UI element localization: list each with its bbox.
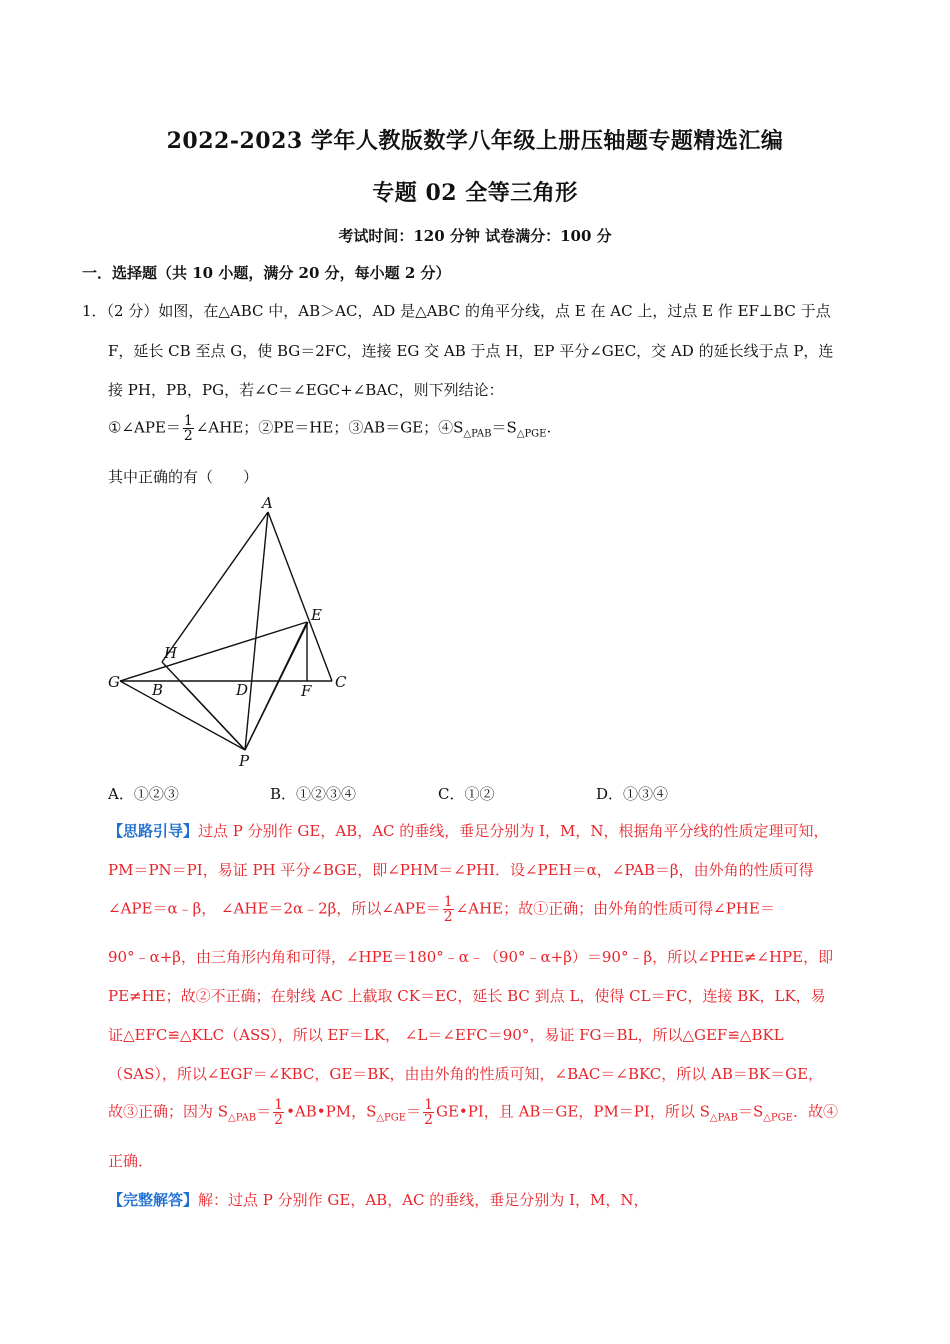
exam-meta: 考试时间：120 分钟 试卷满分：100 分 [338, 227, 612, 245]
question-stem-line-2: F，延长 CB 至点 G，使 BG＝2FC，连接 EG 交 AB 于点 H，EP 平分∠GEC，交 AD 的延长线于点 P，连 [108, 342, 834, 360]
geometry-figure [100, 492, 370, 772]
segment-ac [268, 512, 332, 681]
solution-line [108, 1189, 868, 1210]
question-conclusions [108, 414, 868, 443]
option-a[interactable] [108, 783, 179, 804]
hint-line-7: （SAS），所以∠EGF＝∠KBC，GE＝BK，由由外角的性质可知，∠BAC＝∠BKC，所以 AB＝BK＝GE， [108, 1065, 824, 1083]
fraction-denominator: 2 [274, 1112, 284, 1128]
hint-text: 故③正确；因为 S [108, 1102, 229, 1121]
option-label: C． [438, 785, 465, 803]
segment-ap [245, 512, 268, 750]
hint-text: •AB•PM，S [286, 1102, 377, 1121]
fraction-numerator: 1 [274, 1097, 284, 1113]
segment-ge [120, 622, 307, 681]
segment-ep-2 [245, 622, 308, 750]
point-label-d: D [236, 681, 249, 699]
hint-line-2: PM＝PN＝PI，易证 PH 平分∠BGE，即∠PHM＝∠PHI．设∠PEH＝α，∠PAB＝β，由外角的性质可得 [108, 861, 814, 879]
fraction-numerator: 1 [183, 413, 193, 429]
solution-text: 解：过点 P 分别作 GE，AB，AC 的垂线，垂足分别为 I，M，N， [198, 1191, 649, 1209]
section-heading: 一．选择题（共 10 小题，满分 20 分，每小题 2 分） [82, 264, 451, 282]
hint-text: ＝ [406, 1102, 422, 1121]
hint-line-9: 正确． [108, 1152, 154, 1170]
fraction-numerator: 1 [424, 1097, 433, 1113]
hint-line-5: PE≠HE；故②不正确；在射线 AC 上截取 CK＝EC，延长 BC 到点 L，使得 CL＝FC，连接 BK，LK，易 [108, 987, 826, 1005]
fraction-half [423, 1098, 434, 1127]
hint-line-4: 90°﹣α+β，由三角形内角和可得，∠HPE＝180°﹣α﹣（90°﹣α+β）＝90°﹣β，所以∠PHE≠∠HPE，即 [108, 948, 834, 966]
segment-gp [120, 681, 245, 750]
option-text: ①②③④ [296, 785, 357, 803]
conclusion-part: . [546, 418, 552, 437]
point-label-c: C [335, 673, 347, 691]
option-c[interactable] [438, 783, 495, 804]
point-label-a: A [262, 494, 273, 512]
solution-label: 【完整解答】 [108, 1191, 199, 1209]
option-text: ①② [464, 785, 495, 803]
fraction-denominator: 2 [424, 1112, 433, 1128]
hint-text: 过点 P 分别作 GE，AB，AC 的垂线，垂足分别为 I，M，N，根据角平分线的性质定理可知， [198, 822, 829, 840]
conclusion-part: ①∠APE＝ [108, 418, 181, 437]
option-label: A． [108, 785, 134, 803]
question-stem-line-1 [82, 300, 842, 321]
conclusion-part: ＝S [491, 418, 517, 437]
document-subtitle: 专题 02 全等三角形 [372, 180, 578, 206]
option-text: ①③④ [623, 785, 669, 803]
fraction-denominator: 2 [183, 428, 193, 444]
fraction-denominator: 2 [443, 909, 453, 925]
subscript: △PGE [376, 1112, 407, 1124]
question-prompt: 其中正确的有（ ） [108, 468, 259, 486]
question-number: 1． [82, 302, 107, 320]
conclusion-part: ∠AHE；②PE＝HE；③AB＝GE；④S [195, 418, 464, 437]
point-label-b: B [152, 681, 164, 699]
hint-text: GE•PI，且 AB＝GE，PM＝PI，所以 S [436, 1102, 710, 1121]
subscript: △PGE [516, 428, 547, 440]
point-label-f: F [301, 682, 312, 700]
hint-text: ＝ [256, 1102, 272, 1121]
hint-line-1 [108, 820, 868, 841]
option-label: D． [596, 785, 624, 803]
option-text: ①②③ [133, 785, 179, 803]
fraction-half [443, 895, 454, 924]
subscript: △PAB [228, 1112, 257, 1124]
hint-label: 【思路引导】 [108, 822, 199, 840]
hint-line-6: 证△EFC≌△KLC（ASS），所以 EF＝LK， ∠L＝∠EFC＝90°，易证 FG＝BL，所以△GEF≌△BKL [108, 1026, 784, 1044]
option-b[interactable] [270, 783, 356, 804]
hint-text: ∠AHE；故①正确；由外角的性质可得∠PHE＝ [455, 899, 775, 918]
option-d[interactable] [596, 783, 668, 804]
subscript: △PGE [763, 1112, 793, 1124]
fraction-half [273, 1098, 284, 1127]
hint-text: ．故④ [792, 1102, 838, 1121]
fraction-numerator: 1 [443, 894, 453, 910]
hint-text: ∠APE＝α﹣β， ∠AHE＝2α﹣2β，所以∠APE＝ [108, 899, 441, 918]
point-label-h: H [164, 644, 178, 662]
point-label-g: G [108, 673, 120, 691]
question-stem-line-3: 接 PH，PB，PG，若∠C＝∠EGC+∠BAC，则下列结论： [108, 381, 504, 399]
point-label-e: E [311, 606, 322, 624]
question-points: （2 分） [106, 302, 159, 320]
hint-line-3 [108, 895, 868, 924]
point-label-p: P [239, 752, 250, 770]
hint-text: ＝S [737, 1102, 764, 1121]
document-title: 2022-2023 学年人教版数学八年级上册压轴题专题精选汇编 [166, 128, 784, 154]
fraction-half [183, 414, 194, 443]
subscript: △PAB [709, 1112, 738, 1124]
subscript: △PAB [463, 428, 492, 440]
question-stem-text-1: 如图，在△ABC 中，AB＞AC，AD 是△ABC 的角平分线，点 E 在 AC 上，过点 E 作 EF⊥BC 于点 [158, 302, 831, 320]
hint-line-8 [108, 1098, 868, 1127]
option-label: B． [270, 785, 297, 803]
